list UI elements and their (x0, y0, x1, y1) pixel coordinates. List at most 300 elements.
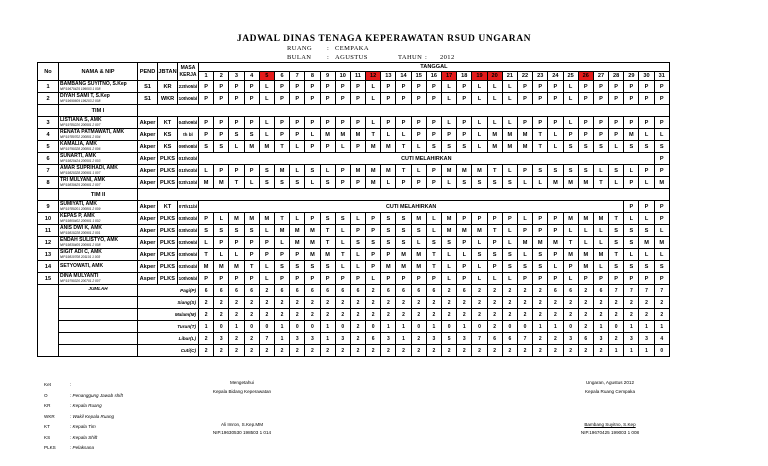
summary-cell: 0 (411, 321, 426, 333)
shift-cell: M (274, 165, 289, 177)
summary-cell: 6 (381, 285, 396, 297)
shift-cell: L (502, 273, 517, 285)
shift-cell: L (502, 81, 517, 93)
col-masa: MASA KERJA (178, 63, 199, 81)
shift-cell: S (244, 129, 259, 141)
summary-label: Turun(T) (138, 321, 199, 333)
day-header: 16 (426, 72, 441, 81)
summary-cell: 1 (609, 345, 624, 357)
shift-cell: L (533, 177, 548, 189)
shift-cell: P (335, 177, 350, 189)
row-pend: Akper (138, 201, 158, 213)
shift-cell: P (350, 117, 365, 129)
shift-cell: S (320, 261, 335, 273)
summary-blank (59, 297, 138, 309)
shift-cell: L (578, 237, 593, 249)
summary-cell: 0 (442, 321, 457, 333)
shift-cell: P (624, 81, 639, 93)
summary-cell: 1 (381, 321, 396, 333)
summary-label: Siang(S) (138, 297, 199, 309)
section-blank (38, 189, 59, 201)
day-header: 29 (624, 72, 639, 81)
shift-cell: P (305, 81, 320, 93)
row-pend: Akper (138, 153, 158, 165)
shift-cell: T (229, 177, 244, 189)
shift-cell: T (335, 249, 350, 261)
shift-cell: L (624, 165, 639, 177)
summary-cell: 3 (381, 333, 396, 345)
shift-cell: P (578, 273, 593, 285)
shift-cell: L (487, 117, 502, 129)
shift-cell: L (563, 117, 578, 129)
shift-cell: P (350, 81, 365, 93)
shift-cell: P (639, 165, 654, 177)
employee-name: BAMBANG SUYITNO, S.Kep (60, 80, 127, 87)
summary-cell: 1 (457, 321, 472, 333)
summary-cell: 1 (320, 333, 335, 345)
shift-cell: T (320, 237, 335, 249)
shift-cell: L (335, 225, 350, 237)
shift-cell: M (563, 213, 578, 225)
shift-cell: P (426, 117, 441, 129)
summary-cell: 2 (244, 345, 259, 357)
shift-cell: L (214, 213, 229, 225)
shift-cell: T (609, 249, 624, 261)
shift-cell: P (290, 81, 305, 93)
section-title: TIM II (59, 189, 138, 201)
legend-value: : Wakil Kepala Ruang (70, 413, 115, 419)
summary-cell: 2 (548, 297, 563, 309)
day-header: 21 (502, 72, 517, 81)
summary-cell: 2 (502, 297, 517, 309)
shift-cell: L (335, 237, 350, 249)
shift-cell: P (472, 213, 487, 225)
shift-cell: L (442, 261, 457, 273)
shift-cell: L (472, 261, 487, 273)
row-pend: Akper (138, 165, 158, 177)
shift-cell: S (259, 165, 274, 177)
day-header: 22 (517, 72, 532, 81)
shift-cell: P (411, 273, 426, 285)
shift-cell: P (457, 81, 472, 93)
table-row (38, 201, 670, 213)
legend-value: : Pelaksana (70, 445, 95, 450)
summary-cell: 1 (274, 321, 289, 333)
table-row (38, 261, 670, 273)
row-name (59, 213, 138, 225)
employee-nip: NIP.19810228 200901 2 001 (60, 230, 101, 235)
shift-cell: P (366, 213, 381, 225)
shift-cell: L (502, 237, 517, 249)
shift-cell: P (593, 129, 608, 141)
shift-cell: P (654, 117, 669, 129)
summary-cell: 2 (305, 297, 320, 309)
col-pend: PEND (138, 63, 158, 81)
shift-cell: M (366, 141, 381, 153)
summary-cell: 2 (548, 309, 563, 321)
shift-cell: P (350, 93, 365, 105)
sign-left-name: Ali Imron, S.Kep.MM (220, 422, 264, 427)
summary-cell: 2 (305, 345, 320, 357)
shift-cell: M (381, 141, 396, 153)
shift-cell: P (244, 93, 259, 105)
employee-nip: NIP.19830625 200901 2 007 (60, 182, 101, 187)
shift-cell: M (366, 177, 381, 189)
shift-cell: S (335, 213, 350, 225)
summary-cell: 2 (214, 297, 229, 309)
tahun-label: TAHUN (398, 54, 423, 61)
shift-cell: P (654, 165, 669, 177)
shift-cell: L (442, 273, 457, 285)
summary-cell: 6 (578, 333, 593, 345)
shift-cell: L (366, 93, 381, 105)
shift-cell: M (199, 261, 214, 273)
summary-cell: 6 (290, 285, 305, 297)
shift-cell: P (411, 177, 426, 189)
shift-cell: M (472, 225, 487, 237)
summary-cell: 2 (274, 309, 289, 321)
shift-cell: M (472, 165, 487, 177)
shift-cell: P (517, 81, 532, 93)
shift-cell: L (502, 225, 517, 237)
day-header: 13 (381, 72, 396, 81)
shift-cell: P (320, 117, 335, 129)
shift-cell: P (426, 93, 441, 105)
summary-cell: 1 (229, 321, 244, 333)
summary-cell: 2 (578, 345, 593, 357)
legend-key: KT (44, 424, 50, 429)
table-row (38, 129, 670, 141)
legend-key: PLKS (44, 445, 56, 450)
shift-cell: P (426, 273, 441, 285)
shift-cell: L (517, 249, 532, 261)
summary-cell: 2 (199, 333, 214, 345)
summary-blank (38, 285, 59, 357)
summary-cell: 7 (654, 285, 669, 297)
shift-cell: S (578, 165, 593, 177)
row-jbtan: PLKS (158, 213, 178, 225)
summary-cell: 2 (396, 297, 411, 309)
summary-cell: 2 (426, 297, 441, 309)
row-masa: 07th11bl (178, 201, 199, 213)
shift-cell: P (548, 213, 563, 225)
legend-item (44, 412, 123, 423)
shift-cell: L (442, 177, 457, 189)
shift-cell: M (487, 141, 502, 153)
row-no: 7 (38, 165, 59, 177)
shift-cell: S (487, 249, 502, 261)
shift-cell: S (244, 225, 259, 237)
shift-cell: P (411, 117, 426, 129)
shift-cell: P (335, 165, 350, 177)
summary-cell: 2 (472, 345, 487, 357)
row-jbtan: PLKS (158, 177, 178, 189)
summary-cell: 2 (442, 285, 457, 297)
shift-cell: M (593, 213, 608, 225)
shift-cell: P (381, 117, 396, 129)
shift-cell: M (244, 141, 259, 153)
shift-cell: S (290, 177, 305, 189)
summary-cell: 3 (639, 333, 654, 345)
row-jbtan: PLKS (158, 249, 178, 261)
summary-cell: 2 (487, 285, 502, 297)
day-header: 9 (320, 72, 335, 81)
shift-cell: L (654, 225, 669, 237)
summary-cell: 2 (350, 345, 365, 357)
shift-cell: S (199, 225, 214, 237)
shift-cell: P (396, 93, 411, 105)
employee-name: DINA MULYANTI (60, 272, 99, 279)
shift-cell: S (563, 141, 578, 153)
shift-cell: L (624, 249, 639, 261)
summary-cell: 3 (290, 333, 305, 345)
summary-cell: 2 (274, 345, 289, 357)
shift-cell: M (578, 213, 593, 225)
summary-cell: 2 (548, 333, 563, 345)
employee-nip: NIP.19780201 200801 2 009 (60, 206, 101, 211)
shift-cell: L (350, 213, 365, 225)
summary-cell: 2 (199, 345, 214, 357)
shift-cell: M (457, 165, 472, 177)
shift-cell: S (396, 213, 411, 225)
shift-cell: L (563, 93, 578, 105)
shift-cell: P (624, 117, 639, 129)
shift-cell: P (366, 225, 381, 237)
bulan-value: AGUSTUS (335, 54, 368, 61)
shift-cell: P (609, 117, 624, 129)
shift-cell: P (609, 129, 624, 141)
summary-cell: 2 (593, 297, 608, 309)
shift-cell: P (290, 117, 305, 129)
shift-cell: P (199, 129, 214, 141)
shift-cell: S (533, 249, 548, 261)
shift-cell: P (457, 273, 472, 285)
summary-cell: 1 (320, 321, 335, 333)
shift-cell: L (609, 177, 624, 189)
ruang-value: CEMPAKA (335, 45, 369, 52)
shift-cell: S (609, 237, 624, 249)
shift-cell: L (259, 117, 274, 129)
shift-cell: M (411, 261, 426, 273)
shift-cell: P (244, 273, 259, 285)
shift-cell: L (472, 117, 487, 129)
summary-cell: 6 (502, 333, 517, 345)
row-jbtan: KS (158, 129, 178, 141)
row-masa: 02th06bl (178, 237, 199, 249)
shift-cell: P (517, 93, 532, 105)
employee-nip: NIP.19690609 199203 2 008 (60, 98, 101, 103)
shift-cell: P (320, 273, 335, 285)
shift-cell: L (305, 177, 320, 189)
shift-cell: P (259, 249, 274, 261)
shift-cell: L (229, 141, 244, 153)
row-jbtan: KT (158, 117, 178, 129)
sign-right-nip: NIP.19670425 199003 1 008 (580, 430, 640, 435)
shift-cell: P (426, 177, 441, 189)
row-pend: Akper (138, 225, 158, 237)
row-masa: 02th04bl (178, 261, 199, 273)
shift-cell: S (624, 237, 639, 249)
bulan-label: BULAN (287, 54, 312, 61)
day-header: 26 (578, 72, 593, 81)
shift-cell: P (533, 81, 548, 93)
header-row (38, 63, 670, 72)
summary-cell: 2 (290, 309, 305, 321)
shift-cell: S (396, 225, 411, 237)
day-header: 12 (366, 72, 381, 81)
row-name (59, 201, 138, 213)
shift-cell: P (274, 81, 289, 93)
shift-cell: P (502, 213, 517, 225)
summary-cell: 2 (517, 309, 532, 321)
shift-cell: P (654, 273, 669, 285)
shift-cell: P (654, 153, 669, 165)
shift-cell: S (426, 141, 441, 153)
shift-cell: S (517, 261, 532, 273)
day-header: 11 (350, 72, 365, 81)
shift-cell: L (442, 81, 457, 93)
shift-cell: L (548, 129, 563, 141)
employee-name: ENDAH SULISTYO, AMK (60, 236, 119, 243)
row-name (59, 237, 138, 249)
shift-cell: S (229, 225, 244, 237)
row-pend: Akper (138, 261, 158, 273)
summary-row (38, 309, 670, 321)
row-no: 10 (38, 213, 59, 225)
shift-cell: S (472, 177, 487, 189)
shift-cell: M (457, 225, 472, 237)
shift-cell: L (411, 165, 426, 177)
shift-cell: S (199, 141, 214, 153)
table-row (38, 273, 670, 285)
summary-cell: 2 (320, 309, 335, 321)
summary-cell: 6 (426, 285, 441, 297)
legend-key: WKR (44, 413, 55, 419)
summary-cell: 2 (244, 333, 259, 345)
day-header: 18 (457, 72, 472, 81)
shift-cell: P (548, 93, 563, 105)
shift-cell: L (578, 225, 593, 237)
summary-cell: 2 (533, 297, 548, 309)
bulan-sep: : (327, 54, 330, 61)
summary-cell: 2 (487, 297, 502, 309)
shift-cell: L (517, 177, 532, 189)
shift-cell: P (411, 93, 426, 105)
shift-cell: S (214, 225, 229, 237)
summary-cell: 1 (639, 321, 654, 333)
shift-cell: L (259, 81, 274, 93)
summary-cell: 2 (199, 297, 214, 309)
shift-cell: M (517, 129, 532, 141)
shift-cell: P (199, 81, 214, 93)
ruang-sep: : (327, 45, 330, 52)
shift-cell: L (259, 225, 274, 237)
shift-cell: P (381, 93, 396, 105)
shift-cell: M (593, 249, 608, 261)
row-name (59, 141, 138, 153)
row-masa: 22th05bl (178, 81, 199, 93)
shift-cell: P (609, 81, 624, 93)
section-blank (38, 105, 59, 117)
summary-cell: 7 (517, 333, 532, 345)
summary-cell: 2 (457, 345, 472, 357)
shift-cell: T (426, 249, 441, 261)
row-pend: Akper (138, 177, 158, 189)
shift-cell: P (229, 237, 244, 249)
shift-cell: L (472, 273, 487, 285)
employee-name: DIYAH SAMI T, S.Kep (60, 92, 110, 99)
day-header: 6 (274, 72, 289, 81)
summary-cell: 2 (517, 345, 532, 357)
summary-cell: 5 (442, 333, 457, 345)
summary-cell: 2 (335, 309, 350, 321)
shift-cell: P (214, 117, 229, 129)
table-row (38, 213, 670, 225)
shift-cell: P (517, 225, 532, 237)
summary-cell: 2 (199, 309, 214, 321)
shift-cell: P (548, 273, 563, 285)
day-header: 7 (290, 72, 305, 81)
summary-cell: 2 (502, 309, 517, 321)
sign-right-line1: Ungaran, Agustus 2012 (585, 380, 634, 385)
ruang-label: RUANG (287, 45, 313, 52)
shift-cell: P (533, 213, 548, 225)
table-row (38, 225, 670, 237)
summary-cell: 6 (199, 285, 214, 297)
summary-cell: 2 (350, 297, 365, 309)
summary-blank (59, 333, 138, 345)
shift-cell: L (472, 141, 487, 153)
summary-cell: 0 (305, 321, 320, 333)
employee-nip: NIP.19790320 200701 2 007 (60, 278, 101, 283)
shift-cell: P (639, 117, 654, 129)
shift-cell: P (578, 93, 593, 105)
shift-cell: P (517, 273, 532, 285)
summary-cell: 3 (305, 333, 320, 345)
legend-value: : Kepala Shift (70, 434, 98, 440)
summary-cell: 2 (411, 333, 426, 345)
summary-cell: 6 (548, 285, 563, 297)
row-jbtan: KT (158, 201, 178, 213)
shift-cell: P (214, 93, 229, 105)
employee-nip: NIP.19830405 200901 2 008 (60, 242, 101, 247)
row-jbtan: PLKS (158, 153, 178, 165)
summary-cell: 2 (366, 309, 381, 321)
summary-cell: 2 (609, 297, 624, 309)
shift-cell: M (396, 249, 411, 261)
summary-cell: 2 (472, 285, 487, 297)
shift-cell: M (381, 261, 396, 273)
summary-cell: 0 (244, 321, 259, 333)
shift-cell: S (563, 165, 578, 177)
shift-cell: P (593, 81, 608, 93)
shift-cell: P (335, 81, 350, 93)
shift-cell: P (244, 249, 259, 261)
table-row (38, 165, 670, 177)
shift-cell: T (487, 165, 502, 177)
shift-cell: P (381, 273, 396, 285)
shift-cell: P (350, 273, 365, 285)
sign-left-nip: NIP.19630530 198503 1 014 (212, 430, 272, 435)
employee-name: SETYOWATI, AMK (60, 263, 104, 269)
shift-cell: S (442, 237, 457, 249)
summary-cell: 3 (426, 333, 441, 345)
summary-cell: 2 (426, 345, 441, 357)
shift-cell: P (517, 165, 532, 177)
shift-cell: L (472, 93, 487, 105)
shift-cell: M (305, 237, 320, 249)
shift-cell: T (487, 225, 502, 237)
